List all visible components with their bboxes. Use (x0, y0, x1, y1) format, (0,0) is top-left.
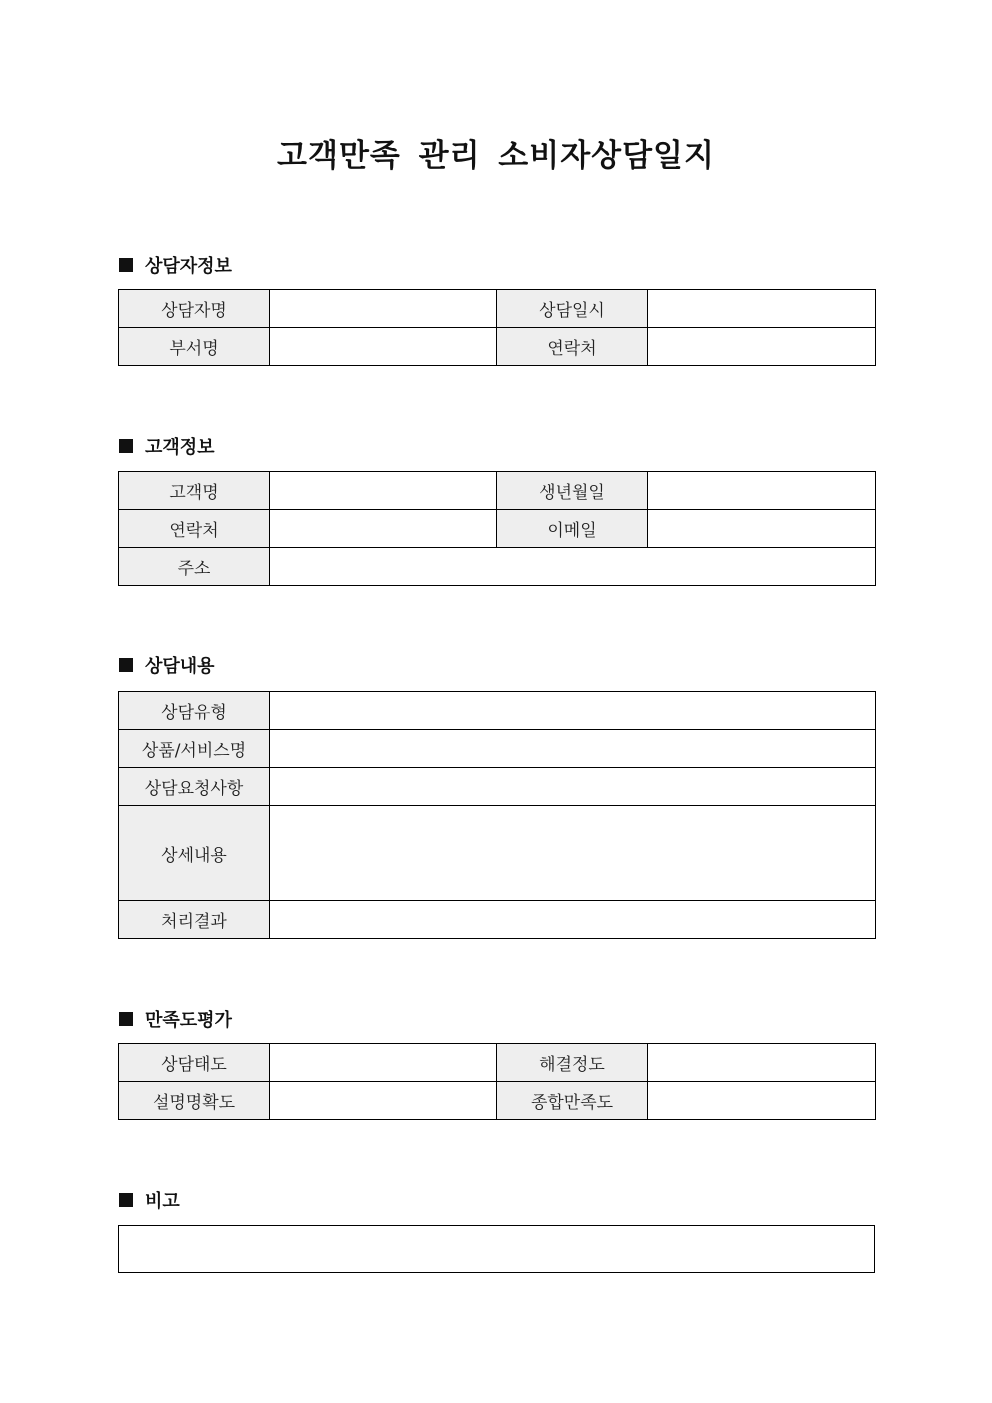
department-field[interactable] (270, 328, 497, 366)
table-row (119, 730, 876, 768)
field-label-customer-contact: 연락처 (119, 510, 270, 548)
customer-name-field[interactable] (270, 472, 497, 510)
birthdate-field[interactable] (648, 472, 876, 510)
field-label-clarity: 설명명확도 (119, 1082, 270, 1120)
section-title: 만족도평가 (145, 1010, 232, 1031)
counselor-contact-field[interactable] (648, 328, 876, 366)
counselor-name-field[interactable] (270, 290, 497, 328)
field-label-address: 주소 (119, 548, 270, 586)
result-field[interactable] (270, 901, 876, 939)
attitude-field[interactable] (270, 1044, 497, 1082)
table-row (119, 768, 876, 806)
table-row (119, 548, 876, 586)
square-bullet-icon (119, 439, 133, 453)
email-field[interactable] (648, 510, 876, 548)
section-heading-remarks (119, 1188, 180, 1212)
field-label-counselor-contact: 연락처 (497, 328, 648, 366)
table-row (119, 1044, 876, 1082)
remarks-table (118, 1225, 875, 1273)
table-row (119, 510, 876, 548)
consultation-table (118, 691, 876, 939)
section-heading-customer (119, 434, 215, 458)
consult-type-field[interactable] (270, 692, 876, 730)
section-title: 비고 (145, 1191, 180, 1212)
table-row (119, 806, 876, 901)
product-service-field[interactable] (270, 730, 876, 768)
field-label-overall: 종합만족도 (497, 1082, 648, 1120)
table-row (119, 1082, 876, 1120)
field-label-customer-name: 고객명 (119, 472, 270, 510)
field-label-department: 부서명 (119, 328, 270, 366)
satisfaction-table (118, 1043, 876, 1120)
customer-contact-field[interactable] (270, 510, 497, 548)
section-heading-satisfaction (119, 1007, 232, 1031)
field-label-counselor-name: 상담자명 (119, 290, 270, 328)
table-row (119, 692, 876, 730)
section-heading-counselor (119, 253, 232, 277)
request-field[interactable] (270, 768, 876, 806)
section-heading-consultation (119, 653, 215, 677)
details-field[interactable] (270, 806, 876, 901)
section-title: 상담자정보 (145, 256, 232, 277)
customer-info-table (118, 471, 876, 586)
table-row (119, 290, 876, 328)
square-bullet-icon (119, 658, 133, 672)
field-label-email: 이메일 (497, 510, 648, 548)
field-label-resolution: 해결정도 (497, 1044, 648, 1082)
table-row (119, 1226, 875, 1273)
section-title: 상담내용 (145, 656, 215, 677)
table-row (119, 328, 876, 366)
field-label-product-service: 상품/서비스명 (119, 730, 270, 768)
resolution-field[interactable] (648, 1044, 876, 1082)
square-bullet-icon (119, 258, 133, 272)
field-label-request: 상담요청사항 (119, 768, 270, 806)
field-label-consult-datetime: 상담일시 (497, 290, 648, 328)
clarity-field[interactable] (270, 1082, 497, 1120)
field-label-attitude: 상담태도 (119, 1044, 270, 1082)
consult-datetime-field[interactable] (648, 290, 876, 328)
page-title: 고객만족 관리 소비자상담일지 (277, 138, 715, 174)
counselor-info-table (118, 289, 876, 366)
address-field[interactable] (270, 548, 876, 586)
table-row (119, 901, 876, 939)
square-bullet-icon (119, 1193, 133, 1207)
square-bullet-icon (119, 1012, 133, 1026)
field-label-result: 처리결과 (119, 901, 270, 939)
table-row (119, 472, 876, 510)
overall-field[interactable] (648, 1082, 876, 1120)
section-title: 고객정보 (145, 437, 215, 458)
field-label-details: 상세내용 (119, 806, 270, 901)
remarks-field[interactable] (119, 1226, 875, 1273)
field-label-consult-type: 상담유형 (119, 692, 270, 730)
field-label-birthdate: 생년월일 (497, 472, 648, 510)
